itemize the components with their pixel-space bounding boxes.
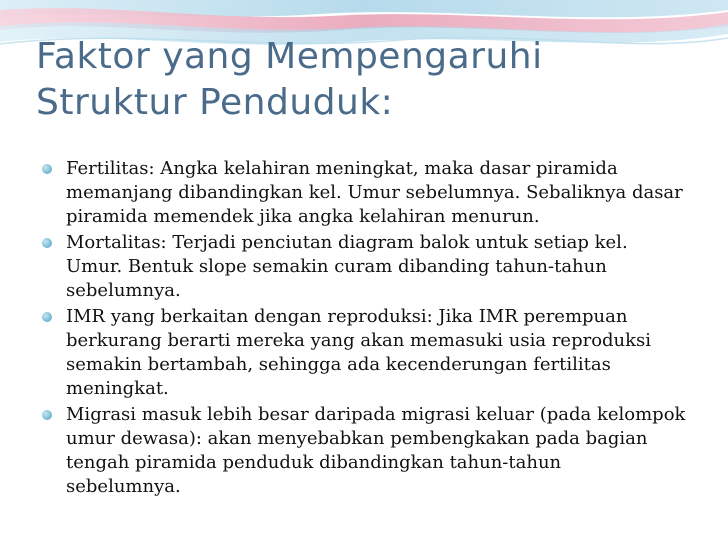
bullet-item-fertilitas [0,157,728,229]
bullet-dot-icon [42,164,52,174]
bullet-line: meningkat. [66,378,169,399]
bullet-dot-icon [42,238,52,248]
bullet-line: Mortalitas: Terjadi penciutan diagram balok untuk setiap kel. [66,232,628,253]
slide-title [36,34,716,126]
slide-title-line-1: Faktor yang Mempengaruhi [36,36,543,77]
bullet-line: umur dewasa): akan menyebabkan pembengkakan pada bagian [66,428,648,449]
bullet-line: berkurang berarti mereka yang akan memasuki usia reproduksi [66,330,652,351]
bullet-line: IMR yang berkaitan dengan reproduksi: Jika IMR perempuan [66,306,628,327]
bullet-line: semakin bertambah, sehingga ada kecenderungan fertilitas [66,354,611,375]
bullet-item-migrasi [0,403,728,499]
bullet-dot-icon [42,312,52,322]
bullet-line: sebelumnya. [66,280,181,301]
bullet-dot-icon [42,410,52,420]
bullet-line: Umur. Bentuk slope semakin curam dibanding tahun-tahun [66,256,607,277]
bullet-line: memanjang dibandingkan kel. Umur sebelumnya. Sebaliknya dasar [66,182,683,203]
bullet-list [0,157,728,501]
bullet-line: sebelumnya. [66,476,181,497]
bullet-line: Migrasi masuk lebih besar daripada migrasi keluar (pada kelompok [66,404,686,425]
bullet-line: tengah piramida penduduk dibandingkan tahun-tahun [66,452,562,473]
bullet-item-imr [0,305,728,401]
bullet-line: Fertilitas: Angka kelahiran meningkat, maka dasar piramida [66,158,618,179]
bullet-line: piramida memendek jika angka kelahiran menurun. [66,206,540,227]
slide-title-line-2: Struktur Penduduk: [36,82,394,123]
bullet-item-mortalitas [0,231,728,303]
